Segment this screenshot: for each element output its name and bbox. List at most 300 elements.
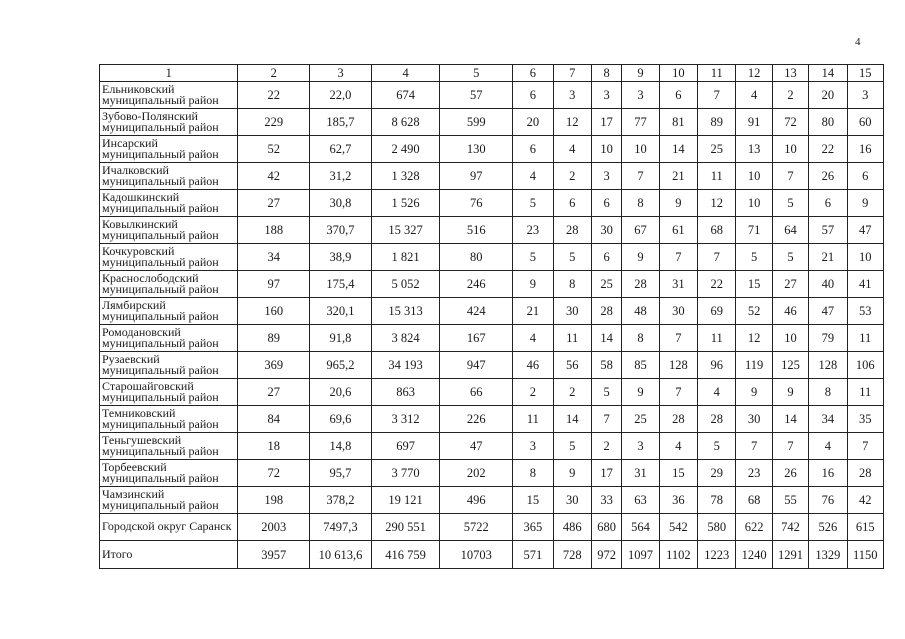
value-cell: 89 bbox=[238, 325, 310, 352]
value-cell: 16 bbox=[809, 460, 847, 487]
value-cell: 7 bbox=[659, 325, 697, 352]
value-cell: 290 551 bbox=[371, 514, 440, 541]
value-cell: 3 bbox=[591, 163, 621, 190]
value-cell: 6 bbox=[591, 244, 621, 271]
value-cell: 128 bbox=[809, 352, 847, 379]
district-name-cell: Ромодановский муниципальный район bbox=[100, 325, 238, 352]
value-cell: 9 bbox=[772, 379, 808, 406]
value-cell: 28 bbox=[847, 460, 883, 487]
value-cell: 5 bbox=[698, 433, 736, 460]
value-cell: 571 bbox=[513, 541, 553, 569]
value-cell: 57 bbox=[809, 217, 847, 244]
district-name-cell: Ельниковский муниципальный район bbox=[100, 82, 238, 109]
value-cell: 63 bbox=[622, 487, 659, 514]
value-cell: 9 bbox=[622, 244, 659, 271]
district-name-cell: Рузаевский муниципальный район bbox=[100, 352, 238, 379]
value-cell: 14 bbox=[659, 136, 697, 163]
value-cell: 1 328 bbox=[371, 163, 440, 190]
value-cell: 10 bbox=[847, 244, 883, 271]
value-cell: 21 bbox=[809, 244, 847, 271]
value-cell: 57 bbox=[440, 82, 513, 109]
district-name-cell: Теньгушевский муниципальный район bbox=[100, 433, 238, 460]
column-header: 10 bbox=[659, 65, 697, 82]
value-cell: 728 bbox=[553, 541, 591, 569]
value-cell: 697 bbox=[371, 433, 440, 460]
value-cell: 10 bbox=[622, 136, 659, 163]
value-cell: 1291 bbox=[772, 541, 808, 569]
value-cell: 5 bbox=[553, 244, 591, 271]
value-cell: 202 bbox=[440, 460, 513, 487]
value-cell: 28 bbox=[591, 298, 621, 325]
value-cell: 60 bbox=[847, 109, 883, 136]
value-cell: 10703 bbox=[440, 541, 513, 569]
column-header: 9 bbox=[622, 65, 659, 82]
value-cell: 9 bbox=[513, 271, 553, 298]
value-cell: 22,0 bbox=[310, 82, 372, 109]
value-cell: 76 bbox=[440, 190, 513, 217]
value-cell: 246 bbox=[440, 271, 513, 298]
value-cell: 25 bbox=[591, 271, 621, 298]
district-name-cell: Кадошкинский муниципальный район bbox=[100, 190, 238, 217]
value-cell: 526 bbox=[809, 514, 847, 541]
value-cell: 23 bbox=[736, 460, 772, 487]
table-row bbox=[100, 406, 884, 433]
district-name-cell: Краснослободский муниципальный район bbox=[100, 271, 238, 298]
value-cell: 15 bbox=[659, 460, 697, 487]
column-header: 14 bbox=[809, 65, 847, 82]
value-cell: 15 bbox=[736, 271, 772, 298]
value-cell: 9 bbox=[659, 190, 697, 217]
value-cell: 17 bbox=[591, 109, 621, 136]
value-cell: 11 bbox=[513, 406, 553, 433]
value-cell: 5 052 bbox=[371, 271, 440, 298]
value-cell: 972 bbox=[591, 541, 621, 569]
value-cell: 496 bbox=[440, 487, 513, 514]
value-cell: 8 bbox=[622, 325, 659, 352]
value-cell: 96 bbox=[698, 352, 736, 379]
value-cell: 30 bbox=[659, 298, 697, 325]
table-row bbox=[100, 325, 884, 352]
value-cell: 85 bbox=[622, 352, 659, 379]
value-cell: 10 bbox=[772, 325, 808, 352]
value-cell: 378,2 bbox=[310, 487, 372, 514]
value-cell: 69,6 bbox=[310, 406, 372, 433]
value-cell: 11 bbox=[698, 325, 736, 352]
value-cell: 6 bbox=[809, 190, 847, 217]
value-cell: 128 bbox=[659, 352, 697, 379]
value-cell: 34 193 bbox=[371, 352, 440, 379]
value-cell: 6 bbox=[591, 190, 621, 217]
value-cell: 55 bbox=[772, 487, 808, 514]
value-cell: 4 bbox=[553, 136, 591, 163]
table-row bbox=[100, 514, 884, 541]
value-cell: 3 bbox=[513, 433, 553, 460]
table-row bbox=[100, 190, 884, 217]
table-row bbox=[100, 433, 884, 460]
value-cell: 2 490 bbox=[371, 136, 440, 163]
column-header: 1 bbox=[100, 65, 238, 82]
column-header: 5 bbox=[440, 65, 513, 82]
value-cell: 965,2 bbox=[310, 352, 372, 379]
value-cell: 8 bbox=[809, 379, 847, 406]
value-cell: 56 bbox=[553, 352, 591, 379]
value-cell: 69 bbox=[698, 298, 736, 325]
value-cell: 26 bbox=[809, 163, 847, 190]
value-cell: 27 bbox=[238, 190, 310, 217]
statistics-table bbox=[99, 64, 884, 569]
value-cell: 7 bbox=[772, 163, 808, 190]
value-cell: 12 bbox=[698, 190, 736, 217]
value-cell: 167 bbox=[440, 325, 513, 352]
value-cell: 18 bbox=[238, 433, 310, 460]
value-cell: 28 bbox=[659, 406, 697, 433]
value-cell: 4 bbox=[659, 433, 697, 460]
value-cell: 10 613,6 bbox=[310, 541, 372, 569]
value-cell: 20,6 bbox=[310, 379, 372, 406]
value-cell: 9 bbox=[622, 379, 659, 406]
value-cell: 42 bbox=[847, 487, 883, 514]
district-name-cell: Старошайговский муниципальный район bbox=[100, 379, 238, 406]
table-row bbox=[100, 244, 884, 271]
value-cell: 41 bbox=[847, 271, 883, 298]
value-cell: 22 bbox=[809, 136, 847, 163]
column-header: 12 bbox=[736, 65, 772, 82]
value-cell: 52 bbox=[238, 136, 310, 163]
district-name-cell: Кочкуровский муниципальный район bbox=[100, 244, 238, 271]
value-cell: 28 bbox=[698, 406, 736, 433]
value-cell: 188 bbox=[238, 217, 310, 244]
value-cell: 516 bbox=[440, 217, 513, 244]
value-cell: 742 bbox=[772, 514, 808, 541]
value-cell: 5 bbox=[513, 244, 553, 271]
value-cell: 5 bbox=[772, 190, 808, 217]
district-name-cell: Инсарский муниципальный район bbox=[100, 136, 238, 163]
value-cell: 7 bbox=[698, 82, 736, 109]
value-cell: 106 bbox=[847, 352, 883, 379]
value-cell: 97 bbox=[238, 271, 310, 298]
value-cell: 7 bbox=[847, 433, 883, 460]
value-cell: 2 bbox=[591, 433, 621, 460]
value-cell: 30 bbox=[553, 298, 591, 325]
value-cell: 7 bbox=[591, 406, 621, 433]
value-cell: 320,1 bbox=[310, 298, 372, 325]
district-name-cell: Городской округ Саранск bbox=[100, 514, 238, 541]
value-cell: 72 bbox=[238, 460, 310, 487]
table-row bbox=[100, 82, 884, 109]
district-name-cell: Чамзинский муниципальный район bbox=[100, 487, 238, 514]
value-cell: 3 bbox=[847, 82, 883, 109]
value-cell: 5 bbox=[591, 379, 621, 406]
table-row bbox=[100, 109, 884, 136]
value-cell: 2 bbox=[513, 379, 553, 406]
value-cell: 29 bbox=[698, 460, 736, 487]
district-name-cell: Итого bbox=[100, 541, 238, 569]
value-cell: 6 bbox=[553, 190, 591, 217]
value-cell: 21 bbox=[513, 298, 553, 325]
value-cell: 40 bbox=[809, 271, 847, 298]
value-cell: 11 bbox=[553, 325, 591, 352]
value-cell: 27 bbox=[238, 379, 310, 406]
value-cell: 369 bbox=[238, 352, 310, 379]
value-cell: 7 bbox=[698, 244, 736, 271]
value-cell: 21 bbox=[659, 163, 697, 190]
value-cell: 81 bbox=[659, 109, 697, 136]
value-cell: 3 bbox=[622, 82, 659, 109]
value-cell: 25 bbox=[698, 136, 736, 163]
column-header: 15 bbox=[847, 65, 883, 82]
value-cell: 42 bbox=[238, 163, 310, 190]
value-cell: 5 bbox=[513, 190, 553, 217]
value-cell: 365 bbox=[513, 514, 553, 541]
value-cell: 38,9 bbox=[310, 244, 372, 271]
total-row bbox=[100, 541, 884, 569]
value-cell: 14 bbox=[553, 406, 591, 433]
value-cell: 7 bbox=[622, 163, 659, 190]
value-cell: 229 bbox=[238, 109, 310, 136]
value-cell: 5 bbox=[736, 244, 772, 271]
value-cell: 2 bbox=[553, 379, 591, 406]
value-cell: 416 759 bbox=[371, 541, 440, 569]
value-cell: 4 bbox=[736, 82, 772, 109]
value-cell: 674 bbox=[371, 82, 440, 109]
value-cell: 3 312 bbox=[371, 406, 440, 433]
value-cell: 14,8 bbox=[310, 433, 372, 460]
column-header: 8 bbox=[591, 65, 621, 82]
table-header-row bbox=[100, 65, 884, 82]
value-cell: 66 bbox=[440, 379, 513, 406]
table-row bbox=[100, 217, 884, 244]
value-cell: 53 bbox=[847, 298, 883, 325]
value-cell: 84 bbox=[238, 406, 310, 433]
value-cell: 424 bbox=[440, 298, 513, 325]
value-cell: 91,8 bbox=[310, 325, 372, 352]
value-cell: 198 bbox=[238, 487, 310, 514]
value-cell: 1223 bbox=[698, 541, 736, 569]
column-header: 2 bbox=[238, 65, 310, 82]
district-name-cell: Лямбирский муниципальный район bbox=[100, 298, 238, 325]
value-cell: 80 bbox=[440, 244, 513, 271]
value-cell: 1 821 bbox=[371, 244, 440, 271]
value-cell: 8 bbox=[513, 460, 553, 487]
value-cell: 7 bbox=[772, 433, 808, 460]
table-row bbox=[100, 298, 884, 325]
value-cell: 30 bbox=[736, 406, 772, 433]
value-cell: 9 bbox=[553, 460, 591, 487]
value-cell: 77 bbox=[622, 109, 659, 136]
value-cell: 4 bbox=[513, 163, 553, 190]
value-cell: 97 bbox=[440, 163, 513, 190]
value-cell: 30 bbox=[591, 217, 621, 244]
value-cell: 125 bbox=[772, 352, 808, 379]
value-cell: 130 bbox=[440, 136, 513, 163]
value-cell: 12 bbox=[736, 325, 772, 352]
value-cell: 28 bbox=[622, 271, 659, 298]
value-cell: 6 bbox=[513, 136, 553, 163]
value-cell: 542 bbox=[659, 514, 697, 541]
value-cell: 12 bbox=[553, 109, 591, 136]
value-cell: 47 bbox=[440, 433, 513, 460]
value-cell: 6 bbox=[847, 163, 883, 190]
value-cell: 22 bbox=[238, 82, 310, 109]
value-cell: 48 bbox=[622, 298, 659, 325]
column-header: 7 bbox=[553, 65, 591, 82]
value-cell: 20 bbox=[513, 109, 553, 136]
value-cell: 1240 bbox=[736, 541, 772, 569]
district-name-cell: Ковылкинский муниципальный район bbox=[100, 217, 238, 244]
value-cell: 68 bbox=[736, 487, 772, 514]
value-cell: 16 bbox=[847, 136, 883, 163]
value-cell: 19 121 bbox=[371, 487, 440, 514]
value-cell: 5 bbox=[772, 244, 808, 271]
value-cell: 2003 bbox=[238, 514, 310, 541]
value-cell: 160 bbox=[238, 298, 310, 325]
value-cell: 31,2 bbox=[310, 163, 372, 190]
value-cell: 30 bbox=[553, 487, 591, 514]
table-row bbox=[100, 352, 884, 379]
value-cell: 89 bbox=[698, 109, 736, 136]
value-cell: 3 bbox=[591, 82, 621, 109]
value-cell: 3 bbox=[622, 433, 659, 460]
value-cell: 62,7 bbox=[310, 136, 372, 163]
value-cell: 67 bbox=[622, 217, 659, 244]
table-row bbox=[100, 271, 884, 298]
table-row bbox=[100, 460, 884, 487]
value-cell: 64 bbox=[772, 217, 808, 244]
value-cell: 71 bbox=[736, 217, 772, 244]
value-cell: 17 bbox=[591, 460, 621, 487]
value-cell: 22 bbox=[698, 271, 736, 298]
value-cell: 2 bbox=[553, 163, 591, 190]
column-header: 6 bbox=[513, 65, 553, 82]
page-number: 4 bbox=[855, 36, 861, 48]
value-cell: 4 bbox=[513, 325, 553, 352]
value-cell: 58 bbox=[591, 352, 621, 379]
value-cell: 615 bbox=[847, 514, 883, 541]
value-cell: 4 bbox=[809, 433, 847, 460]
value-cell: 599 bbox=[440, 109, 513, 136]
value-cell: 8 bbox=[553, 271, 591, 298]
district-name-cell: Темниковский муниципальный район bbox=[100, 406, 238, 433]
value-cell: 23 bbox=[513, 217, 553, 244]
value-cell: 226 bbox=[440, 406, 513, 433]
value-cell: 14 bbox=[591, 325, 621, 352]
value-cell: 2 bbox=[772, 82, 808, 109]
value-cell: 947 bbox=[440, 352, 513, 379]
table-row bbox=[100, 136, 884, 163]
value-cell: 1 526 bbox=[371, 190, 440, 217]
column-header: 13 bbox=[772, 65, 808, 82]
value-cell: 7 bbox=[659, 379, 697, 406]
value-cell: 46 bbox=[772, 298, 808, 325]
value-cell: 15 313 bbox=[371, 298, 440, 325]
value-cell: 35 bbox=[847, 406, 883, 433]
value-cell: 680 bbox=[591, 514, 621, 541]
value-cell: 3 824 bbox=[371, 325, 440, 352]
value-cell: 10 bbox=[736, 163, 772, 190]
value-cell: 1102 bbox=[659, 541, 697, 569]
value-cell: 47 bbox=[809, 298, 847, 325]
value-cell: 30,8 bbox=[310, 190, 372, 217]
value-cell: 7 bbox=[659, 244, 697, 271]
value-cell: 3 bbox=[553, 82, 591, 109]
column-header: 11 bbox=[698, 65, 736, 82]
value-cell: 31 bbox=[622, 460, 659, 487]
value-cell: 564 bbox=[622, 514, 659, 541]
value-cell: 5 bbox=[553, 433, 591, 460]
column-header: 4 bbox=[371, 65, 440, 82]
value-cell: 34 bbox=[238, 244, 310, 271]
value-cell: 10 bbox=[772, 136, 808, 163]
value-cell: 76 bbox=[809, 487, 847, 514]
value-cell: 486 bbox=[553, 514, 591, 541]
value-cell: 72 bbox=[772, 109, 808, 136]
value-cell: 95,7 bbox=[310, 460, 372, 487]
value-cell: 175,4 bbox=[310, 271, 372, 298]
value-cell: 7 bbox=[736, 433, 772, 460]
value-cell: 79 bbox=[809, 325, 847, 352]
value-cell: 13 bbox=[736, 136, 772, 163]
table-row bbox=[100, 163, 884, 190]
value-cell: 1329 bbox=[809, 541, 847, 569]
district-name-cell: Ичалковский муниципальный район bbox=[100, 163, 238, 190]
value-cell: 20 bbox=[809, 82, 847, 109]
value-cell: 14 bbox=[772, 406, 808, 433]
value-cell: 11 bbox=[847, 379, 883, 406]
value-cell: 9 bbox=[736, 379, 772, 406]
value-cell: 33 bbox=[591, 487, 621, 514]
value-cell: 15 327 bbox=[371, 217, 440, 244]
value-cell: 5722 bbox=[440, 514, 513, 541]
district-name-cell: Торбеевский муниципальный район bbox=[100, 460, 238, 487]
value-cell: 34 bbox=[809, 406, 847, 433]
value-cell: 31 bbox=[659, 271, 697, 298]
value-cell: 25 bbox=[622, 406, 659, 433]
value-cell: 4 bbox=[698, 379, 736, 406]
table-row bbox=[100, 379, 884, 406]
value-cell: 46 bbox=[513, 352, 553, 379]
value-cell: 15 bbox=[513, 487, 553, 514]
value-cell: 622 bbox=[736, 514, 772, 541]
value-cell: 119 bbox=[736, 352, 772, 379]
value-cell: 185,7 bbox=[310, 109, 372, 136]
value-cell: 11 bbox=[847, 325, 883, 352]
value-cell: 80 bbox=[809, 109, 847, 136]
value-cell: 8 628 bbox=[371, 109, 440, 136]
value-cell: 8 bbox=[622, 190, 659, 217]
value-cell: 3 770 bbox=[371, 460, 440, 487]
value-cell: 10 bbox=[591, 136, 621, 163]
value-cell: 10 bbox=[736, 190, 772, 217]
value-cell: 370,7 bbox=[310, 217, 372, 244]
value-cell: 1097 bbox=[622, 541, 659, 569]
value-cell: 6 bbox=[513, 82, 553, 109]
district-name-cell: Зубово-Полянский муниципальный район bbox=[100, 109, 238, 136]
value-cell: 580 bbox=[698, 514, 736, 541]
value-cell: 47 bbox=[847, 217, 883, 244]
value-cell: 863 bbox=[371, 379, 440, 406]
value-cell: 27 bbox=[772, 271, 808, 298]
value-cell: 36 bbox=[659, 487, 697, 514]
value-cell: 6 bbox=[659, 82, 697, 109]
value-cell: 3957 bbox=[238, 541, 310, 569]
value-cell: 91 bbox=[736, 109, 772, 136]
value-cell: 52 bbox=[736, 298, 772, 325]
value-cell: 1150 bbox=[847, 541, 883, 569]
value-cell: 11 bbox=[698, 163, 736, 190]
value-cell: 61 bbox=[659, 217, 697, 244]
value-cell: 26 bbox=[772, 460, 808, 487]
value-cell: 9 bbox=[847, 190, 883, 217]
